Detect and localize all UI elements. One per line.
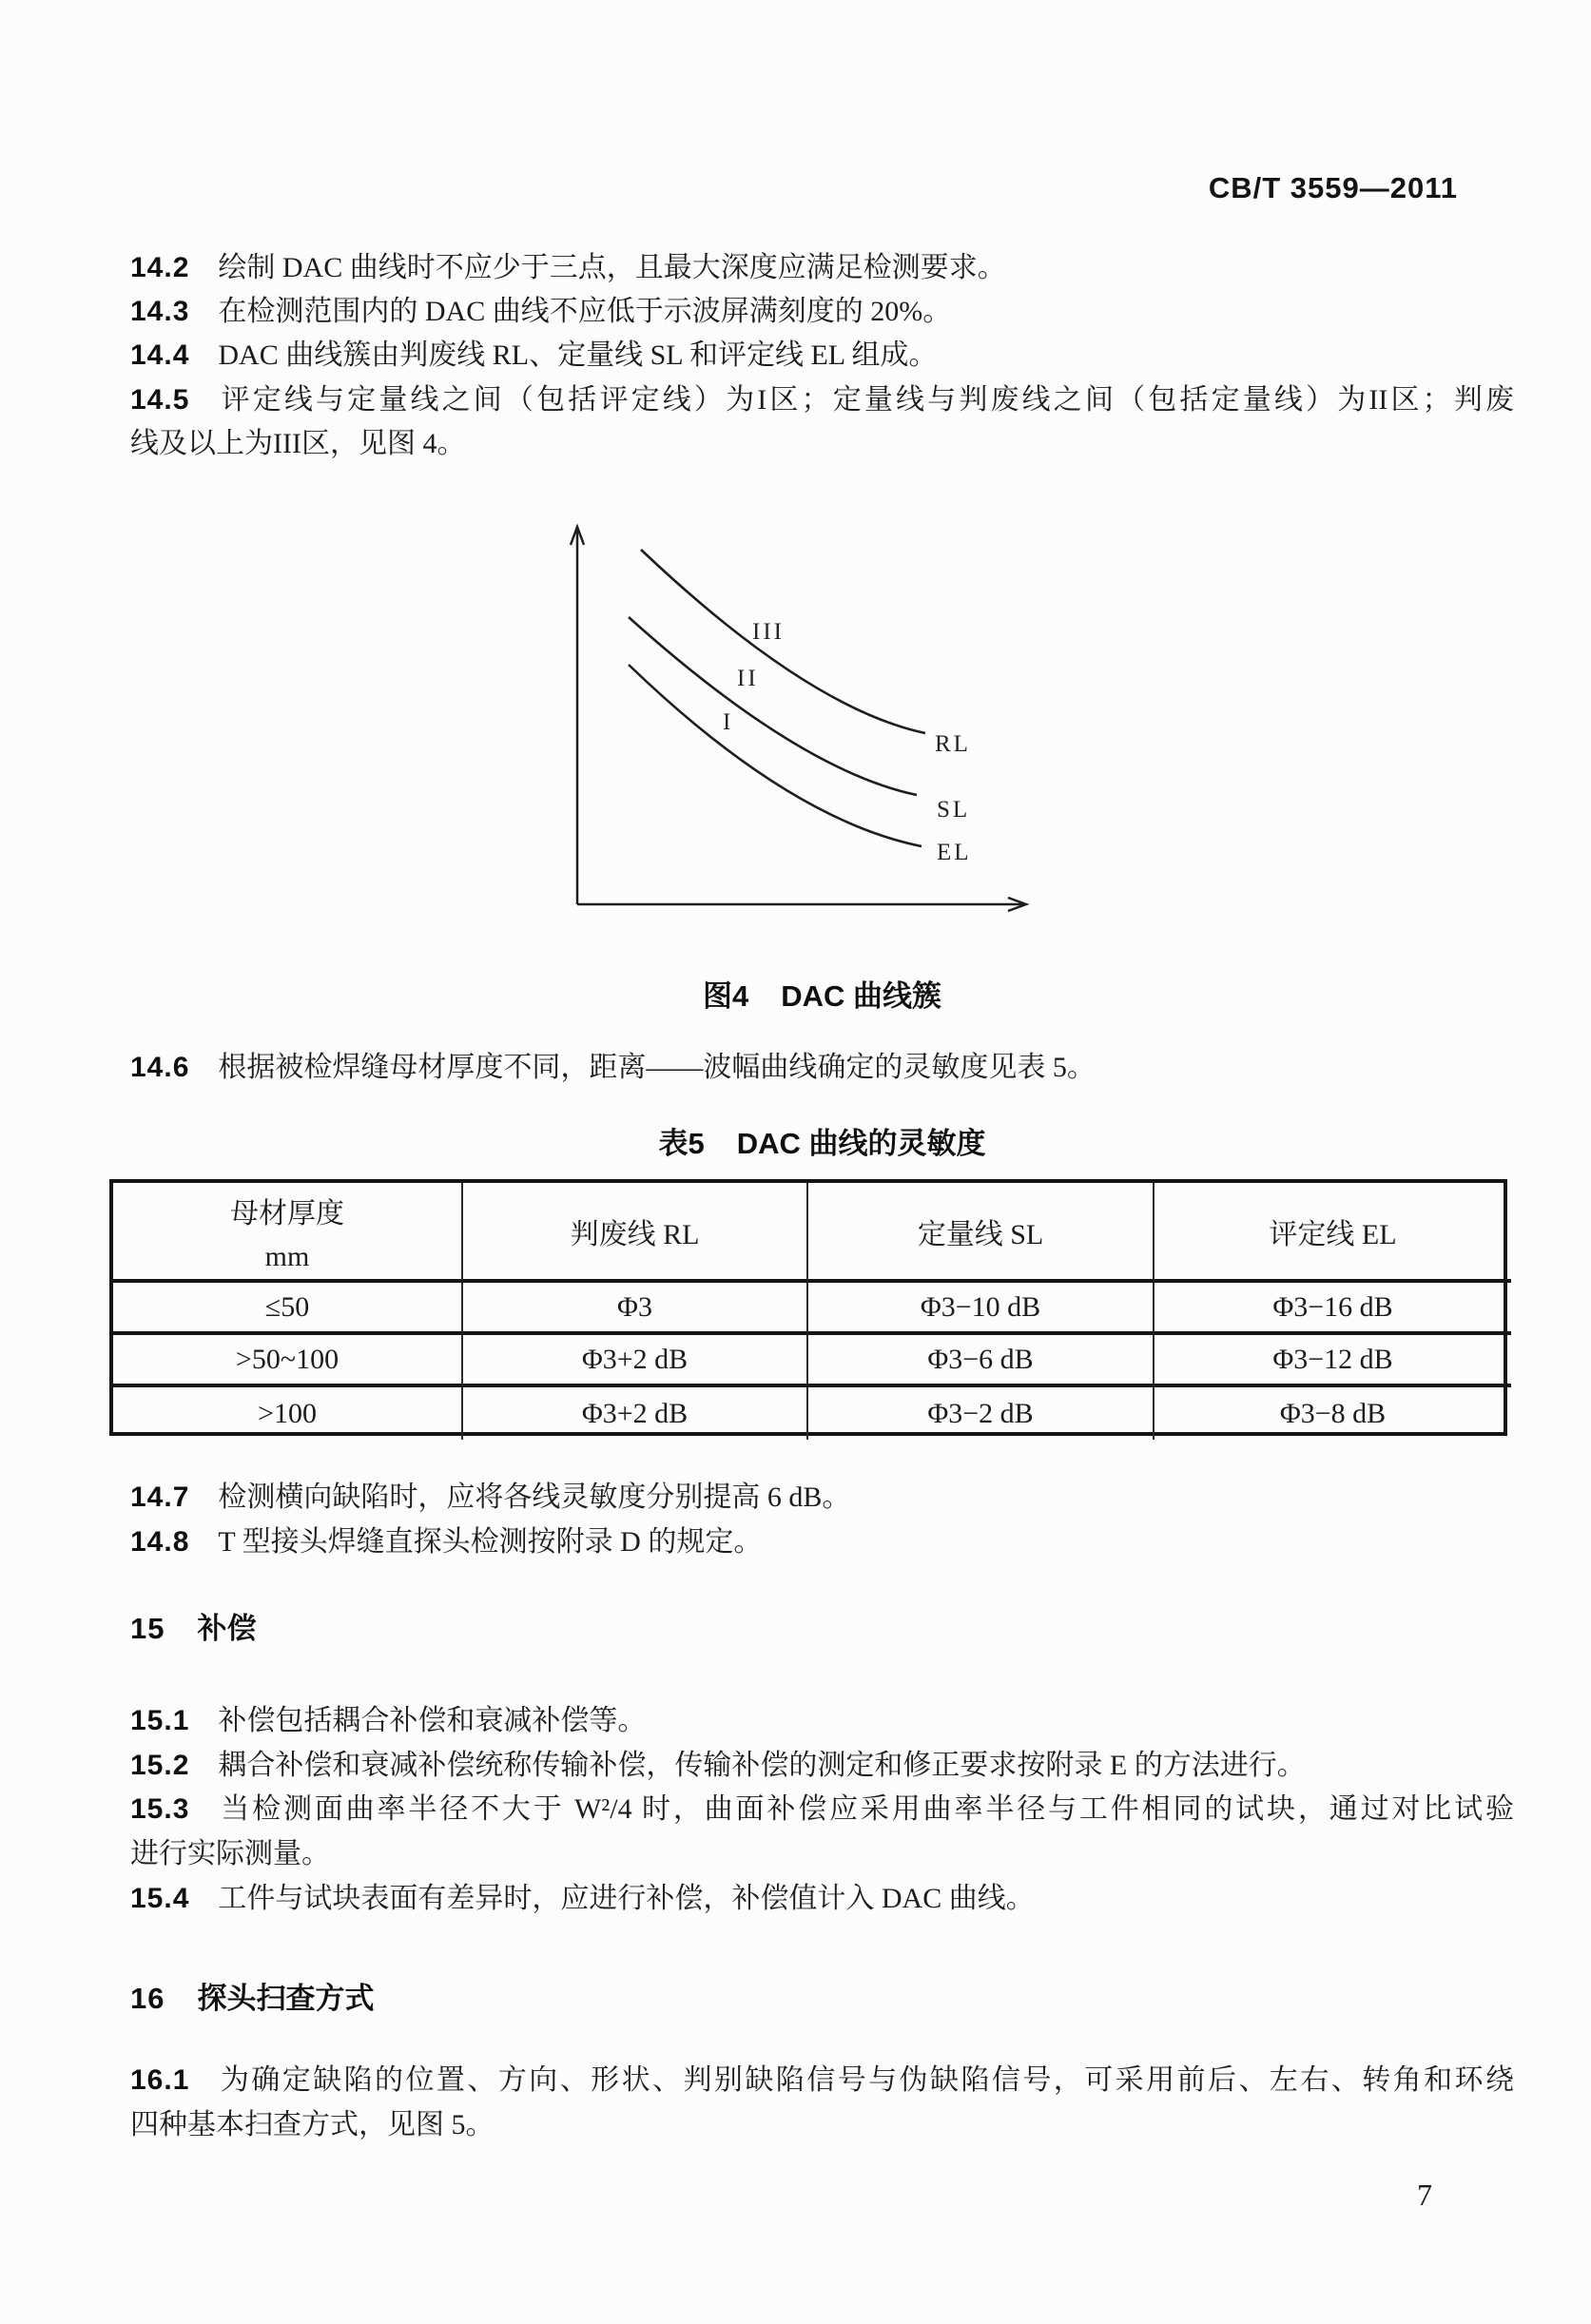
dac-sensitivity-table <box>109 1179 1507 1436</box>
clause-text: 绘制 DAC 曲线时不应少于三点，且最大深度应满足检测要求。 <box>218 252 1006 283</box>
table-header-thickness <box>113 1183 463 1283</box>
section-title: 探头扫查方式 <box>197 1982 375 2015</box>
clause-15-1 <box>130 1702 1514 1740</box>
clause-number: 14.7 <box>130 1482 190 1513</box>
section-16-heading <box>130 1980 1514 2018</box>
clause-14-7 <box>130 1479 1514 1517</box>
figure-caption <box>130 978 1514 1016</box>
clause-text: 线及以上为III区，见图 4。 <box>130 428 466 459</box>
region-label-ii: II <box>737 666 759 691</box>
region-label-i: I <box>723 709 734 735</box>
table-cell: Φ3−16 dB <box>1154 1283 1511 1335</box>
clause-number: 15.4 <box>130 1883 190 1914</box>
clause-text: 当检测面曲率半径不大于 W²/4 时，曲面补偿应采用曲率半径与工件相同的试块，通过对比试验 <box>218 1793 1514 1825</box>
el-curve <box>629 665 922 846</box>
clause-number: 14.3 <box>130 296 190 327</box>
clause-text: 检测横向缺陷时，应将各线灵敏度分别提高 6 dB。 <box>218 1482 851 1513</box>
sl-curve-label: SL <box>937 797 971 823</box>
clause-text: 补偿包括耦合补偿和衰减补偿等。 <box>218 1705 647 1736</box>
rl-curve-label: RL <box>935 731 971 757</box>
clause-number: 14.8 <box>130 1526 190 1558</box>
table-cell: ≤50 <box>113 1283 463 1335</box>
table-header-rl: 判废线 RL <box>463 1183 808 1283</box>
table-cell: Φ3−8 dB <box>1279 1397 1387 1429</box>
clause-number: 15.2 <box>130 1750 190 1781</box>
clause-number: 14.2 <box>130 252 190 283</box>
region-label-iii: III <box>752 619 785 645</box>
el-curve-label: EL <box>937 840 972 865</box>
clause-15-3-line2 <box>130 1835 1514 1873</box>
table-header-el: 评定线 EL <box>1154 1183 1511 1283</box>
table-cell: Φ3−10 dB <box>808 1283 1154 1335</box>
table-cell: >50~100 <box>113 1335 463 1387</box>
section-number: 15 <box>130 1612 165 1645</box>
clause-14-4 <box>130 337 1514 375</box>
clause-text: DAC 曲线簇由判废线 RL、定量线 SL 和评定线 EL 组成。 <box>218 339 938 371</box>
table-cell: Φ3 <box>463 1283 808 1335</box>
clause-text: 为确定缺陷的位置、方向、形状、判别缺陷信号与伪缺陷信号，可采用前后、左右、转角和环绕 <box>218 2064 1514 2096</box>
clause-16-1-line2 <box>130 2106 1514 2144</box>
clause-number: 15.1 <box>130 1705 190 1736</box>
clause-text: 根据被检焊缝母材厚度不同，距离——波幅曲线确定的灵敏度见表 5。 <box>218 1052 1096 1083</box>
table-cell: Φ3−6 dB <box>808 1335 1154 1387</box>
table-caption-title: DAC 曲线的灵敏度 <box>736 1127 986 1160</box>
table-header-sl: 定量线 SL <box>808 1183 1154 1283</box>
table-cell: Φ3−12 dB <box>1154 1335 1511 1387</box>
clause-number: 14.5 <box>130 384 190 416</box>
clause-text: 四种基本扫查方式，见图 5。 <box>130 2109 495 2140</box>
figure-caption-title: DAC 曲线簇 <box>781 979 942 1013</box>
clause-14-5-line1 <box>130 381 1514 419</box>
clause-15-4 <box>130 1880 1514 1918</box>
table-header-thickness-unit: mm <box>264 1240 310 1272</box>
clause-text: 在检测范围内的 DAC 曲线不应低于示波屏满刻度的 20%。 <box>218 296 952 327</box>
clause-number: 15.3 <box>130 1793 190 1825</box>
clause-number: 16.1 <box>130 2064 190 2096</box>
clause-number: 14.6 <box>130 1052 190 1083</box>
table-header-thickness-line1: 母材厚度 <box>230 1197 344 1230</box>
clause-text: 工件与试块表面有差异时，应进行补偿，补偿值计入 DAC 曲线。 <box>218 1883 1035 1914</box>
standard-number: CB/T 3559—2011 <box>1208 171 1458 204</box>
clause-15-2 <box>130 1747 1514 1785</box>
clause-14-8 <box>130 1523 1514 1561</box>
table-cell: Φ3+2 dB <box>463 1335 808 1387</box>
clause-16-1-line1 <box>130 2062 1514 2100</box>
clause-text: 评定线与定量线之间（包括评定线）为I区；定量线与判废线之间（包括定量线）为II区；判废 <box>218 384 1514 416</box>
clause-text: 耦合补偿和衰减补偿统称传输补偿，传输补偿的测定和修正要求按附录 E 的方法进行。 <box>218 1750 1306 1781</box>
clause-14-3 <box>130 293 1514 331</box>
table-cell: Φ3−2 dB <box>808 1387 1154 1440</box>
clause-text: T 型接头焊缝直探头检测按附录 D 的规定。 <box>218 1526 763 1558</box>
section-title: 补偿 <box>197 1612 257 1645</box>
figure-caption-label: 图4 <box>702 979 749 1013</box>
table-caption-label: 表5 <box>658 1127 705 1160</box>
table-caption <box>130 1125 1514 1163</box>
table-cell: Φ3+2 dB <box>463 1387 808 1440</box>
section-number: 16 <box>130 1982 165 2015</box>
dac-curves-figure <box>533 518 1065 932</box>
clause-number: 14.4 <box>130 339 190 371</box>
clause-14-2 <box>130 249 1514 287</box>
clause-15-3-line1 <box>130 1791 1514 1829</box>
table-cell: >100 <box>113 1387 463 1440</box>
section-15-heading <box>130 1610 1514 1648</box>
clause-14-6 <box>130 1049 1514 1087</box>
page-number: 7 <box>1417 2178 1432 2212</box>
clause-14-5-line2 <box>130 425 1514 463</box>
clause-text: 进行实际测量。 <box>130 1838 330 1869</box>
